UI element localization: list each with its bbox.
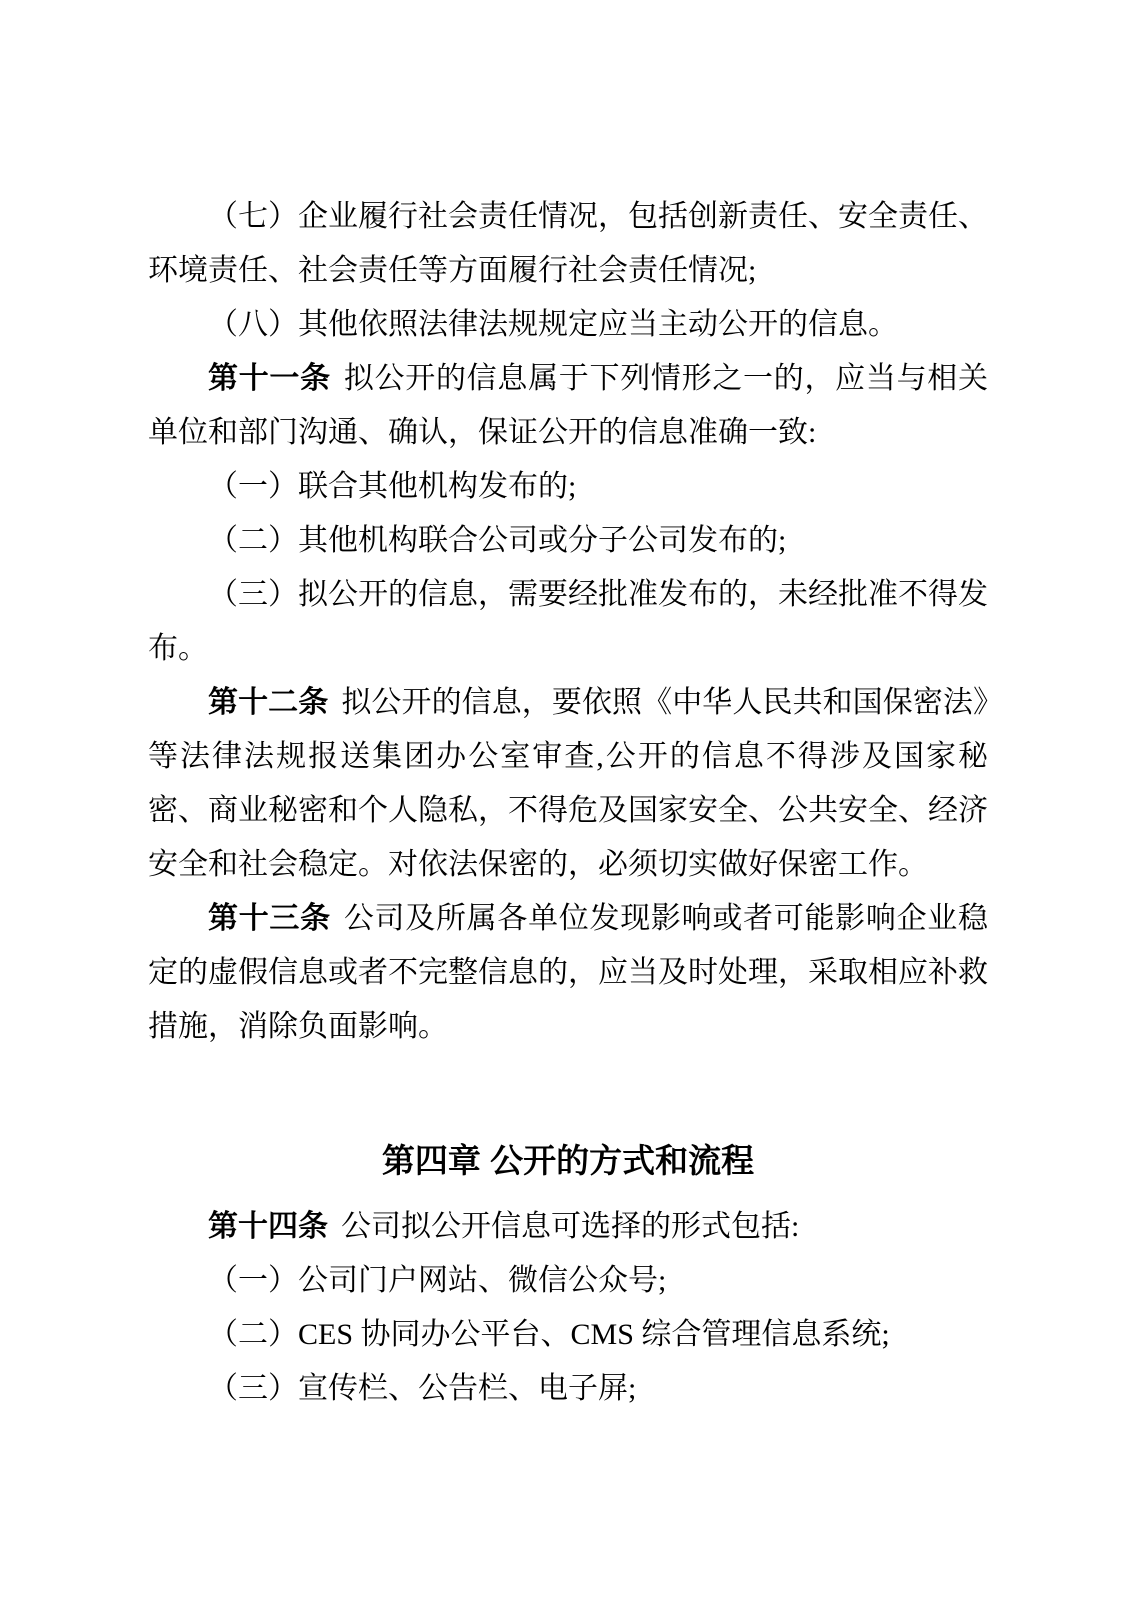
item-7-paragraph bbox=[148, 190, 988, 298]
article-14-item-3-text: （三）宣传栏、公告栏、电子屏; bbox=[208, 1372, 637, 1405]
article-11-number: 第十一条 bbox=[208, 362, 331, 395]
article-12-paragraph bbox=[148, 676, 988, 892]
article-11-item-1-text: （一）联合其他机构发布的; bbox=[208, 470, 577, 503]
article-14-text: 公司拟公开信息可选择的形式包括: bbox=[341, 1210, 800, 1243]
item-7-text: （七）企业履行社会责任情况，包括创新责任、安全责任、环境责任、社会责任等方面履行社会责任情况; bbox=[148, 200, 988, 287]
article-11-item-3-text: （三）拟公开的信息，需要经批准发布的，未经批准不得发布。 bbox=[148, 578, 988, 665]
article-14-paragraph bbox=[148, 1200, 988, 1254]
article-14-item-2-text: （二）CES 协同办公平台、CMS 综合管理信息系统; bbox=[208, 1318, 890, 1351]
article-14-item-1 bbox=[148, 1254, 988, 1308]
article-13-paragraph bbox=[148, 892, 988, 1054]
article-14-item-2 bbox=[148, 1308, 988, 1362]
article-11-item-1 bbox=[148, 460, 988, 514]
article-12-number: 第十二条 bbox=[208, 686, 329, 719]
item-8-paragraph bbox=[148, 298, 988, 352]
item-8-text: （八）其他依照法律法规规定应当主动公开的信息。 bbox=[208, 308, 898, 341]
article-11-paragraph bbox=[148, 352, 988, 460]
article-12-text: 拟公开的信息，要依照《中华人民共和国保密法》等法律法规报送集团办公室审查,公开的信息不得涉及国家秘密、商业秘密和个人隐私，不得危及国家安全、公共安全、经济安全和社会稳定。对依法保密的，必须切实做好保密工作。 bbox=[148, 686, 989, 881]
article-11-item-2 bbox=[148, 514, 988, 568]
article-14-item-1-text: （一）公司门户网站、微信公众号; bbox=[208, 1264, 667, 1297]
article-14-number: 第十四条 bbox=[208, 1210, 328, 1243]
article-11-text: 拟公开的信息属于下列情形之一的，应当与相关单位和部门沟通、确认，保证公开的信息准确一致: bbox=[148, 362, 989, 449]
article-11-item-3 bbox=[148, 568, 988, 676]
article-11-item-2-text: （二）其他机构联合公司或分子公司发布的; bbox=[208, 524, 787, 557]
article-14-item-3 bbox=[148, 1362, 988, 1416]
article-13-number: 第十三条 bbox=[208, 902, 331, 935]
chapter-4-heading: 第四章 公开的方式和流程 bbox=[381, 1142, 755, 1179]
article-13-text: 公司及所属各单位发现影响或者可能影响企业稳定的虚假信息或者不完整信息的，应当及时处理，采取相应补救措施，消除负面影响。 bbox=[148, 902, 989, 1043]
